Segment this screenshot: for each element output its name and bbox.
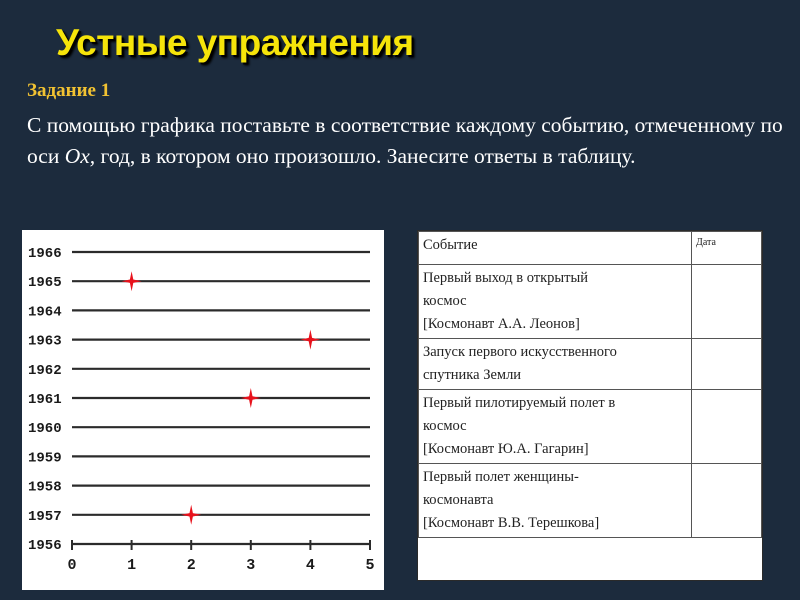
- event-text-line: спутника Земли: [423, 367, 522, 383]
- table-row: [419, 265, 762, 339]
- y-tick-label: 1959: [28, 450, 62, 467]
- header-date: Дата: [692, 232, 762, 265]
- date-cell[interactable]: [692, 464, 762, 538]
- event-text-line: космос: [423, 293, 467, 309]
- y-tick-label: 1964: [28, 304, 62, 321]
- event-text-line: Первый выход в открытый: [423, 270, 588, 286]
- star-point: [181, 505, 201, 525]
- event-text-line: Первый пилотируемый полет в: [423, 395, 616, 411]
- date-cell[interactable]: [692, 390, 762, 464]
- task-text-after: год, в котором оно произошло. Занесите ответы в таблицу.: [95, 144, 636, 168]
- x-tick-label: 4: [305, 557, 315, 574]
- chart: [22, 230, 384, 590]
- header-event: Событие: [419, 232, 692, 265]
- event-text-line: Первый полет женщины-: [423, 469, 579, 485]
- event-text-line: Запуск первого искусственного: [423, 344, 617, 360]
- x-tick-label: 1: [127, 557, 137, 574]
- y-tick-label: 1965: [28, 275, 62, 292]
- event-text-line: [Космонавт Ю.А. Гагарин]: [423, 441, 589, 457]
- event-text-line: [Космонавт В.В. Терешкова]: [423, 515, 600, 531]
- date-cell[interactable]: [692, 265, 762, 339]
- y-tick-label: 1961: [28, 392, 62, 408]
- y-tick-label: 1956: [28, 538, 62, 554]
- y-tick-label: 1963: [28, 333, 62, 350]
- y-tick-label: 1962: [28, 362, 62, 379]
- chart-svg: [22, 230, 384, 590]
- event-text-line: космос: [423, 418, 467, 434]
- y-tick-label: 1958: [28, 479, 62, 496]
- table-header-row: [419, 232, 762, 265]
- star-point: [241, 388, 261, 408]
- slide-title: Устные упражнения: [56, 22, 414, 63]
- x-tick-label: 3: [246, 557, 256, 574]
- x-tick-label: 2: [186, 557, 196, 574]
- event-cell: [419, 265, 692, 339]
- task-label: Задание 1: [27, 80, 111, 101]
- event-cell: [419, 464, 692, 538]
- answer-table: [417, 230, 763, 581]
- x-tick-label: 5: [365, 557, 375, 574]
- y-tick-label: 1960: [28, 421, 62, 438]
- x-tick-label: 0: [67, 557, 77, 574]
- task-text-before: С помощью графика поставьте в соответствие каждому событию, отмеченному по оси: [27, 113, 783, 168]
- y-tick-label: 1957: [28, 508, 62, 525]
- table-row: [419, 390, 762, 464]
- event-cell: [419, 390, 692, 464]
- event-cell: [419, 339, 692, 390]
- y-tick-label: 1966: [28, 246, 62, 262]
- task-text: [27, 110, 787, 172]
- event-text-line: космонавта: [423, 492, 494, 508]
- event-text-line: [Космонавт А.А. Леонов]: [423, 316, 580, 332]
- table-row: [419, 339, 762, 390]
- task-axis-name: Ох,: [64, 144, 96, 168]
- table-row: [419, 464, 762, 538]
- star-point: [122, 271, 142, 291]
- star-point: [300, 330, 320, 350]
- date-cell[interactable]: [692, 339, 762, 390]
